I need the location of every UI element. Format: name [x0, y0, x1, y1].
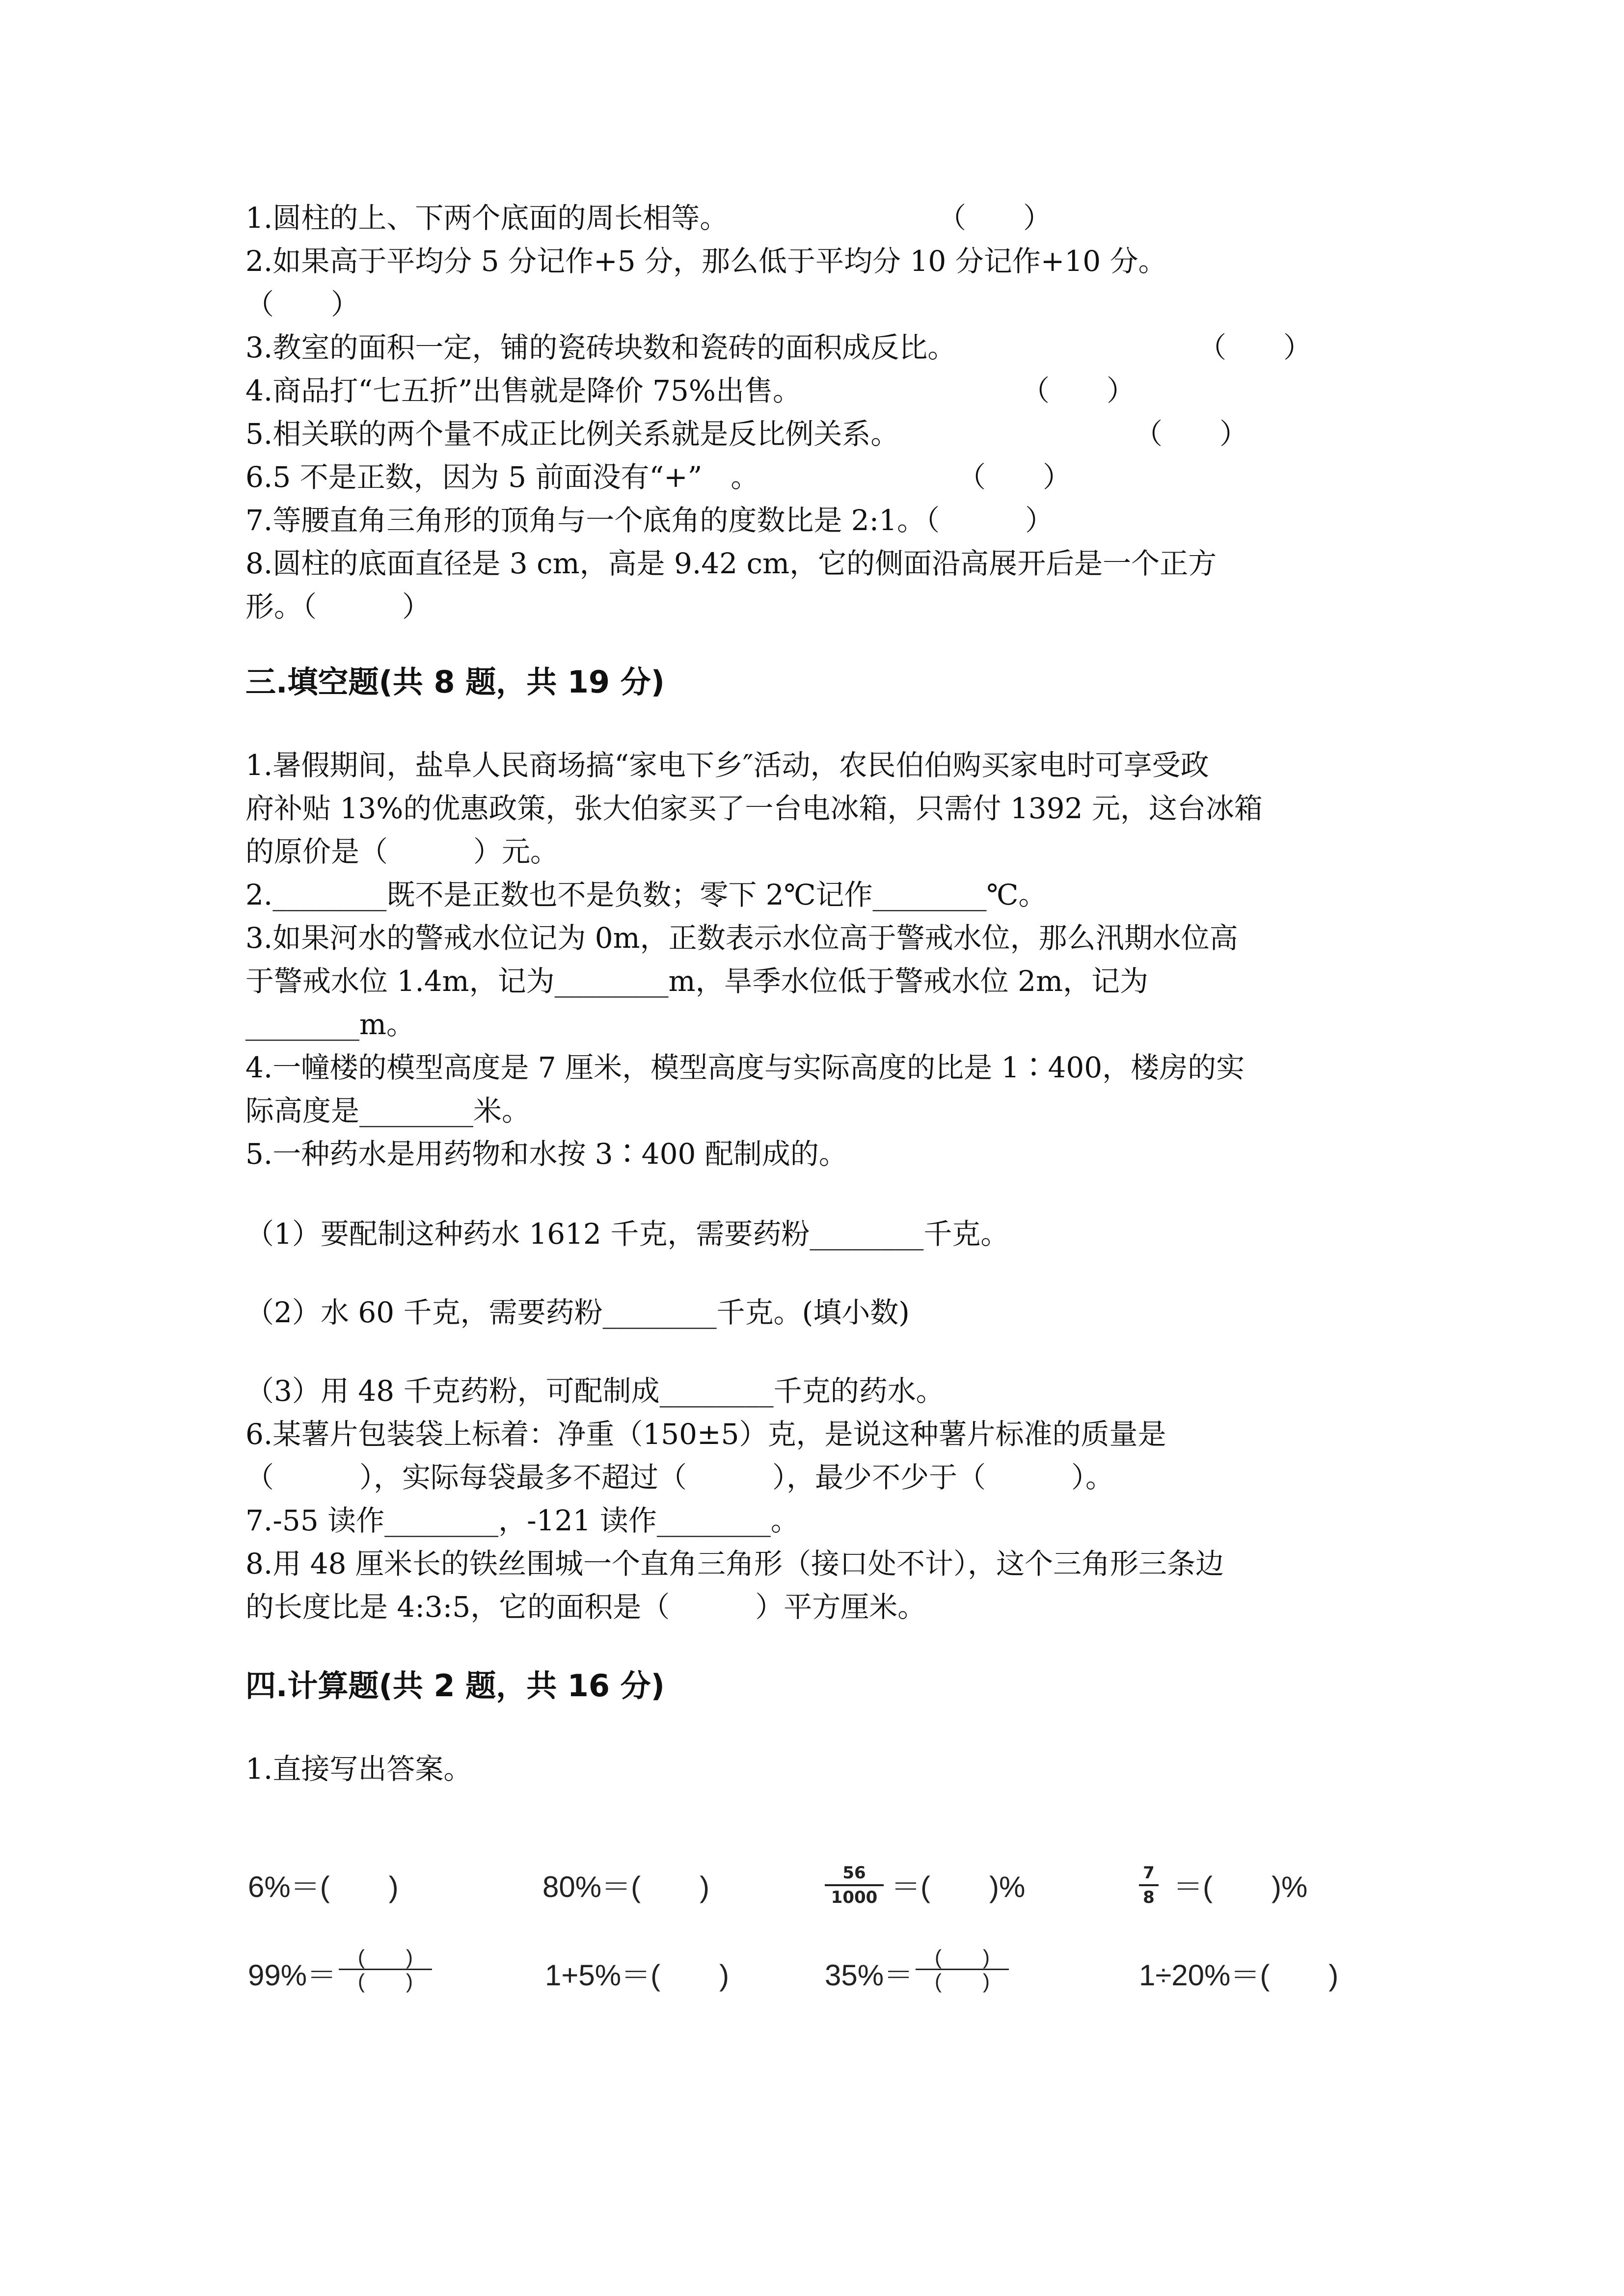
question-text: 3.教室的面积一定，铺的瓷砖块数和瓷砖的面积成反比。 [245, 331, 956, 364]
fill-subquestion: （2）水 60 千克，需要药粉________千克。(填小数) [245, 1296, 910, 1329]
fraction-bar [825, 1884, 884, 1886]
fill-line: （ ），实际每袋最多不超过（ ），最少不少于（ ）。 [245, 1461, 1114, 1494]
fill-line: 3.如果河水的警戒水位记为 0m，正数表示水位高于警戒水位，那么汛期水位高 [245, 921, 1238, 955]
calc-35-percent: 35%＝ [825, 1959, 914, 1992]
fill-line: 的长度比是 4:3:5，它的面积是（ ）平方厘米。 [245, 1590, 926, 1624]
judgment-item-8-cont: 形。（ ） [245, 590, 431, 623]
fill-line: 8.用 48 厘米长的铁丝围城一个直角三角形（接口处不计），这个三角形三条边 [245, 1547, 1224, 1580]
blank-fraction[interactable] [916, 1946, 1009, 1993]
fraction-denominator: 8 [1143, 1888, 1155, 1907]
answer-paren[interactable]: （ ） [245, 288, 360, 321]
fraction-numerator: 7 [1143, 1863, 1155, 1883]
fraction-7-8 [1139, 1863, 1159, 1908]
fill-line: 7.-55 读作________，-121 读作________。 [245, 1504, 799, 1537]
answer-paren[interactable]: （ ） [1134, 417, 1248, 451]
fraction-56-1000 [825, 1863, 884, 1908]
calc-7-8-result: ＝( )% [1173, 1870, 1308, 1903]
blank-fraction[interactable] [339, 1946, 432, 1993]
calc-99-percent: 99%＝ [248, 1959, 337, 1992]
fill-line: 5.一种药水是用药物和水按 3∶400 配制成的。 [245, 1137, 847, 1171]
fill-subquestion: （1）要配制这种药水 1612 千克，需要药粉________千克。 [245, 1217, 1009, 1251]
blank-denominator: ( ) [935, 1970, 990, 1993]
blank-numerator: ( ) [935, 1946, 990, 1969]
answer-paren[interactable]: （ ） [938, 201, 1052, 235]
fill-line: 际高度是________米。 [245, 1094, 531, 1127]
question-text: 5.相关联的两个量不成正比例关系就是反比例关系。 [245, 417, 899, 451]
calc-6-percent: 6%＝( ) [248, 1870, 399, 1903]
answer-paren[interactable]: （ ） [1021, 374, 1136, 407]
judgment-item-2: 2.如果高于平均分 5 分记作+5 分，那么低于平均分 10 分记作+10 分。 [245, 244, 1167, 278]
section-heading-calculation: 四.计算题(共 2 题，共 16 分) [245, 1668, 665, 1704]
answer-paren[interactable]: （ ） [1198, 331, 1312, 364]
fill-line: 6.某薯片包装袋上标着：净重（150±5）克，是说这种薯片标准的质量是 [245, 1417, 1166, 1451]
blank-denominator: ( ) [358, 1970, 413, 1993]
fill-line: ________m。 [245, 1008, 415, 1041]
fill-line: 2.________既不是正数也不是负数；零下 2℃记作________℃。 [245, 878, 1047, 911]
answer-paren[interactable]: （ ） [957, 460, 1072, 494]
judgment-item-8: 8.圆柱的底面直径是 3 cm，高是 9.42 cm，它的侧面沿高展开后是一个正方 [245, 547, 1217, 580]
question-text: 6.5 不是正数，因为 5 前面没有“+” 。 [245, 460, 759, 494]
fraction-denominator: 1000 [831, 1888, 878, 1907]
fraction-numerator: 56 [842, 1863, 866, 1883]
question-text: 1.圆柱的上、下两个底面的周长相等。 [245, 201, 729, 235]
calc-question-1: 1.直接写出答案。 [245, 1752, 472, 1786]
blank-numerator: ( ) [358, 1946, 413, 1969]
fill-line: 的原价是（ ）元。 [245, 835, 559, 868]
fill-line: 于警戒水位 1.4m，记为________m，旱季水位低于警戒水位 2m，记为 [245, 964, 1149, 998]
fraction-bar [1139, 1884, 1159, 1886]
judgment-item-7: 7.等腰直角三角形的顶角与一个底角的度数比是 2:1。（ ） [245, 504, 1054, 537]
fill-line: 1.暑假期间，盐阜人民商场搞“家电下乡″活动，农民伯伯购买家电时可享受政 [245, 748, 1209, 782]
fill-line: 4.一幢楼的模型高度是 7 厘米，模型高度与实际高度的比是 1∶400，楼房的实 [245, 1051, 1245, 1084]
question-text: 4.商品打“七五折”出售就是降价 75%出售。 [245, 374, 801, 407]
fill-subquestion: （3）用 48 千克药粉，可配制成________千克的药水。 [245, 1374, 945, 1408]
calc-1-div-20-percent: 1÷20%＝( ) [1139, 1959, 1339, 1992]
calc-80-percent: 80%＝( ) [542, 1870, 710, 1903]
calc-56-1000-result: ＝( )% [891, 1870, 1026, 1903]
fill-line: 府补贴 13%的优惠政策，张大伯家买了一台电冰箱，只需付 1392 元，这台冰箱 [245, 792, 1263, 825]
calc-1-plus-5-percent: 1+5%＝( ) [545, 1959, 730, 1992]
section-heading-fill-blank: 三.填空题(共 8 题，共 19 分) [245, 664, 665, 700]
